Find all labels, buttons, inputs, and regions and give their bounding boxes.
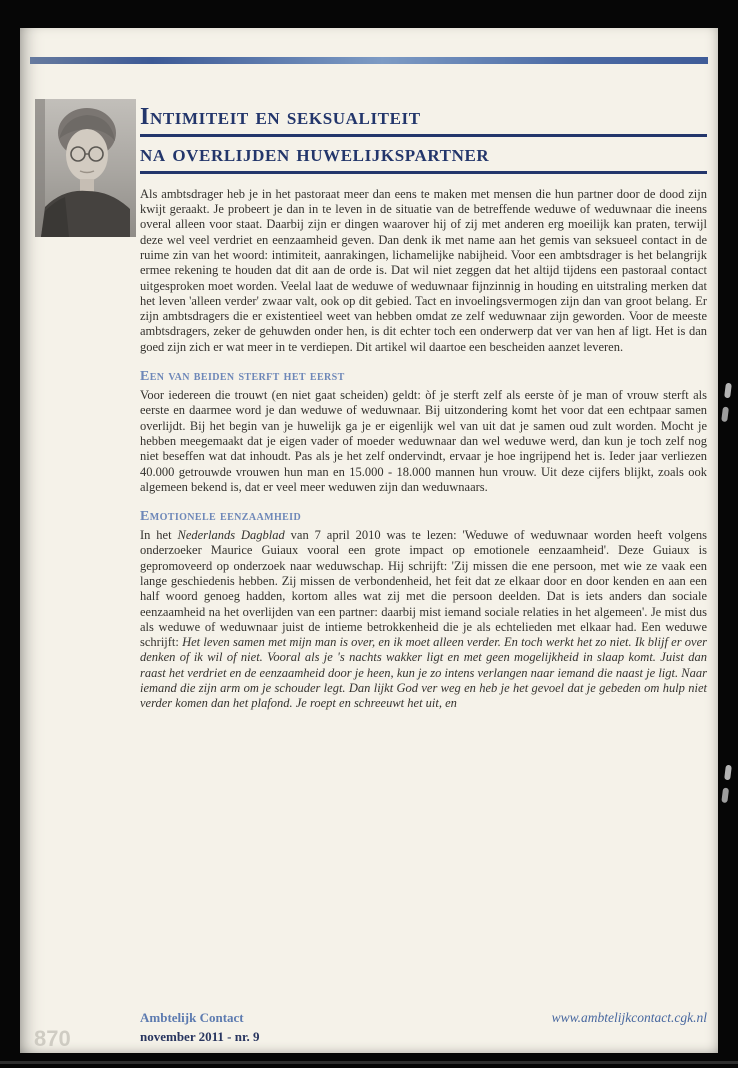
article-title [140,104,707,174]
staple-mark-bottom [724,765,732,781]
section-heading-1: Een van beiden sterft het eerst [140,369,345,385]
footer-journal-block [140,1010,260,1045]
issue-line: november 2011 - nr. 9 [140,1029,260,1044]
magazine-page [20,28,718,1053]
intro-paragraph: Als ambtsdrager heb je in het pastoraat meer dan eens te maken met mensen die hun partner door de dood zijn kwijt geraakt. Je probeert je dan in te leven in de situatie van de betreffende weduwe of weduwnaar die ineens overal alleen voor staat. Daarbij zijn er dingen waarover hij of zij met anderen erg moeilijk kan praten, terwijl deze wel veel verdriet en eenzaamheid geven. Dan denk ik met name aan het gemis van seksueel contact in de ruime zin van het woord: intimiteit, aanrakingen, lichamelijke nabijheid. Voor een ambtsdrager is het belangrijk ermee rekening te houden dat dit aan de orde is. Dat wil niet zeggen dat het altijd tijdens een pastoraal contact uitgesproken moet worden. Veelal laat de weduwe of weduwnaar fijnzinnig in houding en uitstraling merken dat het leven 'alleen verder' zwaar valt, ook op dit gebied. Tact en invoelingsvermogen zijn dan van groot belang. Er zijn ambtsdragers die er existentieel weet van hebben omdat ze zelf weduwnaar zijn geworden. Voor de meeste ambtsdragers, zeker de gehuwden onder hen, is dit echter toch een onderwerp dat ver van hen af ligt. Het is dan goed zijn zich er wat meer in te verdiepen. Dit artikel wil daartoe een bescheiden aanzet leveren. [140,186,707,354]
article-title-line1: Intimiteit en seksualiteit [140,104,707,137]
page-number: 870 [34,1026,71,1051]
website-url: www.ambtelijkcontact.cgk.nl [551,1010,707,1025]
section-heading-2: Emotionele eenzaamheid [140,509,302,525]
author-photo-image [35,99,136,237]
article-title-line2: na overlijden huwelijkspartner [140,141,707,174]
staple-mark-top [724,383,732,399]
page-footer [140,1010,707,1045]
top-accent-bar [30,57,708,64]
author-photo [35,99,136,237]
section-2-paragraph: In het Nederlands Dagblad van 7 april 2010 was te lezen: 'Weduwe of weduwnaar worden heeft volgens onderzoeker Maurice Guiaux vooral een grote impact op emotionele eenzaamheid'. Deze Guiaux is gepromoveerd op onderzoek naar weduwschap. Hij schrijft: 'Zij missen die ene persoon, met wie ze vaak een lange geschiedenis hebben. Zij missen de verbondenheid, het feit dat ze elkaar door en door kenden en aan een half woord genoeg hadden, kortom alles wat zij met die persoon deelden. Dat is iets anders dan sociale eenzaamheid na het overlijden van een partner: daarbij mist iemand sociale relaties in het algemeen'. Je mist dus als weduwe of weduwnaar juist de intieme betrokkenheid die je als echtelieden met elkaar had. Een weduwe schrijft: Het leven samen met mijn man is over, en ik moet alleen verder. En toch werkt het zo niet. Ik blijf er over denken of ik wil of niet. Vooral als je 's nachts wakker ligt en met geen mogelijkheid in slaap komt. Juist dan raast het verdriet en de eenzaamheid door je heen, kun je zo intens verlangen naar iemand die naast je ligt. Naar iemand die zijn arm om je schouder legt. Dan lijkt God ver weg en heb je het gevoel dat je gebeden om hulp niet verder komen dan het plafond. Je roept en schreeuwt het uit, en [140,528,708,711]
article-content [140,104,707,712]
scan-edge-line [0,1061,738,1064]
section-1-paragraph: Voor iedereen die trouwt (en niet gaat scheiden) geldt: òf je sterft zelf als eerste òf je man of vrouw sterft als eerste en daarmee word je dan weduwe of weduwnaar. Bij uitzondering komt het voor dat een echtpaar samen overlijdt. Bij het begin van je huwelijk ga je er eigenlijk wel van uit dat je samen oud zult worden. Mocht je hebben meegemaakt dat je eigen vader of moeder weduwnaar dan wel weduwe werd, dan kun je toch zelf nog niet beseffen wat dat inhoudt. Pas als je het zelf ondervindt, ervaar je hoe ingrijpend het is. Ieder jaar verliezen 40.000 getrouwde vrouwen hun man en 15.000 - 18.000 mannen hun vrouw. Uit deze cijfers blijkt, zoals ook algemeen bekend is, dat er veel meer weduwen zijn dan weduwnaars. [140,388,707,494]
journal-title: Ambtelijk Contact [140,1010,244,1025]
